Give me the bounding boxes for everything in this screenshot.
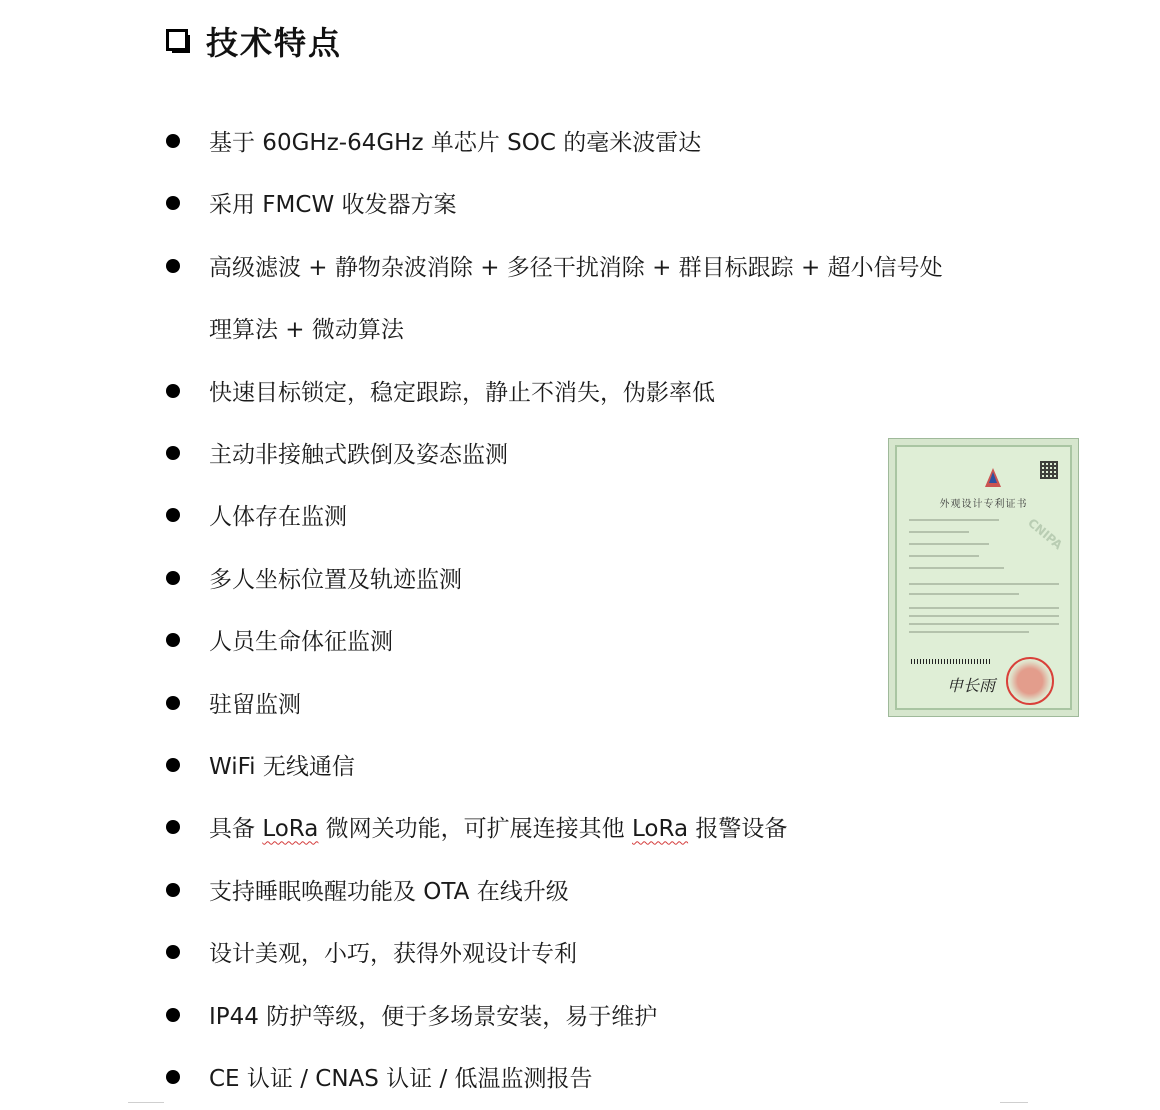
bullet-dot-icon <box>166 758 180 772</box>
certificate-text-line <box>909 607 1059 609</box>
feature-text <box>209 424 508 486</box>
feature-text-segment: 高级滤波 + 静物杂波消除 + 多径干扰消除 + 群目标跟踪 + 超小信号处 <box>209 254 943 281</box>
barcode-icon <box>911 659 991 664</box>
certificate-text-line <box>909 631 1029 633</box>
certificate-text-line <box>909 519 999 521</box>
certificate-text-line <box>909 583 1059 585</box>
feature-text <box>209 611 393 673</box>
bullet-dot-icon <box>166 696 180 710</box>
feature-text-segment: 主动非接触式跌倒及姿态监测 <box>209 442 508 468</box>
feature-text-segment: 驻留监测 <box>209 691 301 718</box>
bullet-dot-icon <box>166 446 180 460</box>
feature-text <box>209 549 462 611</box>
page-margin-rule <box>128 1102 164 1103</box>
certificate-watermark: CNIPA <box>1025 515 1066 553</box>
bullet-dot-icon <box>166 1070 180 1084</box>
feature-text-segment: 人体存在监测 <box>209 504 347 531</box>
feature-text-segment: 多人坐标位置及轨迹监测 <box>209 566 462 593</box>
bullet-dot-icon <box>166 384 180 398</box>
feature-text <box>209 861 569 923</box>
feature-text <box>209 112 701 174</box>
certificate-title: 外观设计专利证书 <box>939 499 1028 510</box>
bullet-dot-icon <box>166 633 180 647</box>
page-margin-rule <box>1000 1102 1028 1103</box>
feature-text <box>209 798 787 860</box>
feature-text <box>209 486 347 548</box>
bullet-dot-icon <box>166 259 180 273</box>
qr-code-icon <box>1040 461 1058 479</box>
certificate-signature: 申长雨 <box>947 676 996 695</box>
certificate-text-line <box>909 531 969 533</box>
feature-text-segment: 设计美观，小巧，获得外观设计专利 <box>209 941 577 968</box>
certificate-footer <box>897 695 1070 700</box>
bullet-dot-icon <box>166 571 180 585</box>
feature-text-segment: 快速目标锁定，稳定跟踪，静止不消失，伪影率低 <box>209 379 715 406</box>
spellcheck-flagged-word: LoRa <box>262 816 319 843</box>
feature-text-segment: 基于 60GHz-64GHz 单芯片 SOC 的毫米波雷达 <box>209 130 702 156</box>
feature-text-segment: 支持睡眠唤醒功能及 OTA 在线升级 <box>209 878 569 905</box>
feature-text-segment: 采用 FMCW 收发器方案 <box>209 192 457 219</box>
feature-text-segment: IP44 防护等级，便于多场景安装，易于维护 <box>209 1003 658 1030</box>
cnipa-logo-icon <box>983 467 1003 489</box>
feature-text-segment: WiFi 无线通信 <box>209 754 355 780</box>
feature-text-segment: 具备 <box>209 816 263 843</box>
feature-text-segment: CE 认证 / CNAS 认证 / 低温监测报告 <box>209 1066 593 1092</box>
spellcheck-flagged-word: LoRa <box>632 816 689 843</box>
feature-text <box>209 362 715 424</box>
feature-text-continuation: 理算法 + 微动算法 <box>209 317 404 344</box>
feature-text-segment: 报警设备 <box>688 816 788 843</box>
feature-text <box>209 674 301 736</box>
feature-text <box>209 174 457 236</box>
feature-text-segment: 人员生命体征监测 <box>209 629 393 656</box>
feature-text <box>209 986 657 1048</box>
patent-certificate-image <box>888 438 1079 717</box>
bullet-dot-icon <box>166 134 180 148</box>
certificate-text-line <box>909 567 1004 569</box>
bullet-dot-icon <box>166 883 180 897</box>
bullet-dot-icon <box>166 508 180 522</box>
page-title: 技术特点 <box>206 24 343 62</box>
bullet-dot-icon <box>166 945 180 959</box>
feature-text <box>209 923 577 985</box>
certificate-text-line <box>909 555 979 557</box>
bullet-dot-icon <box>166 196 180 210</box>
feature-text <box>209 736 355 798</box>
feature-text <box>209 1048 593 1110</box>
feature-text <box>209 237 943 299</box>
feature-text-segment: 微网关功能，可扩展连接其他 <box>318 816 632 843</box>
certificate-text-line <box>909 593 1019 595</box>
bullet-dot-icon <box>166 1008 180 1022</box>
certificate-text-line <box>909 543 989 545</box>
certificate-text-line <box>909 615 1059 617</box>
certificate-text-line <box>909 623 1059 625</box>
bullet-dot-icon <box>166 820 180 834</box>
